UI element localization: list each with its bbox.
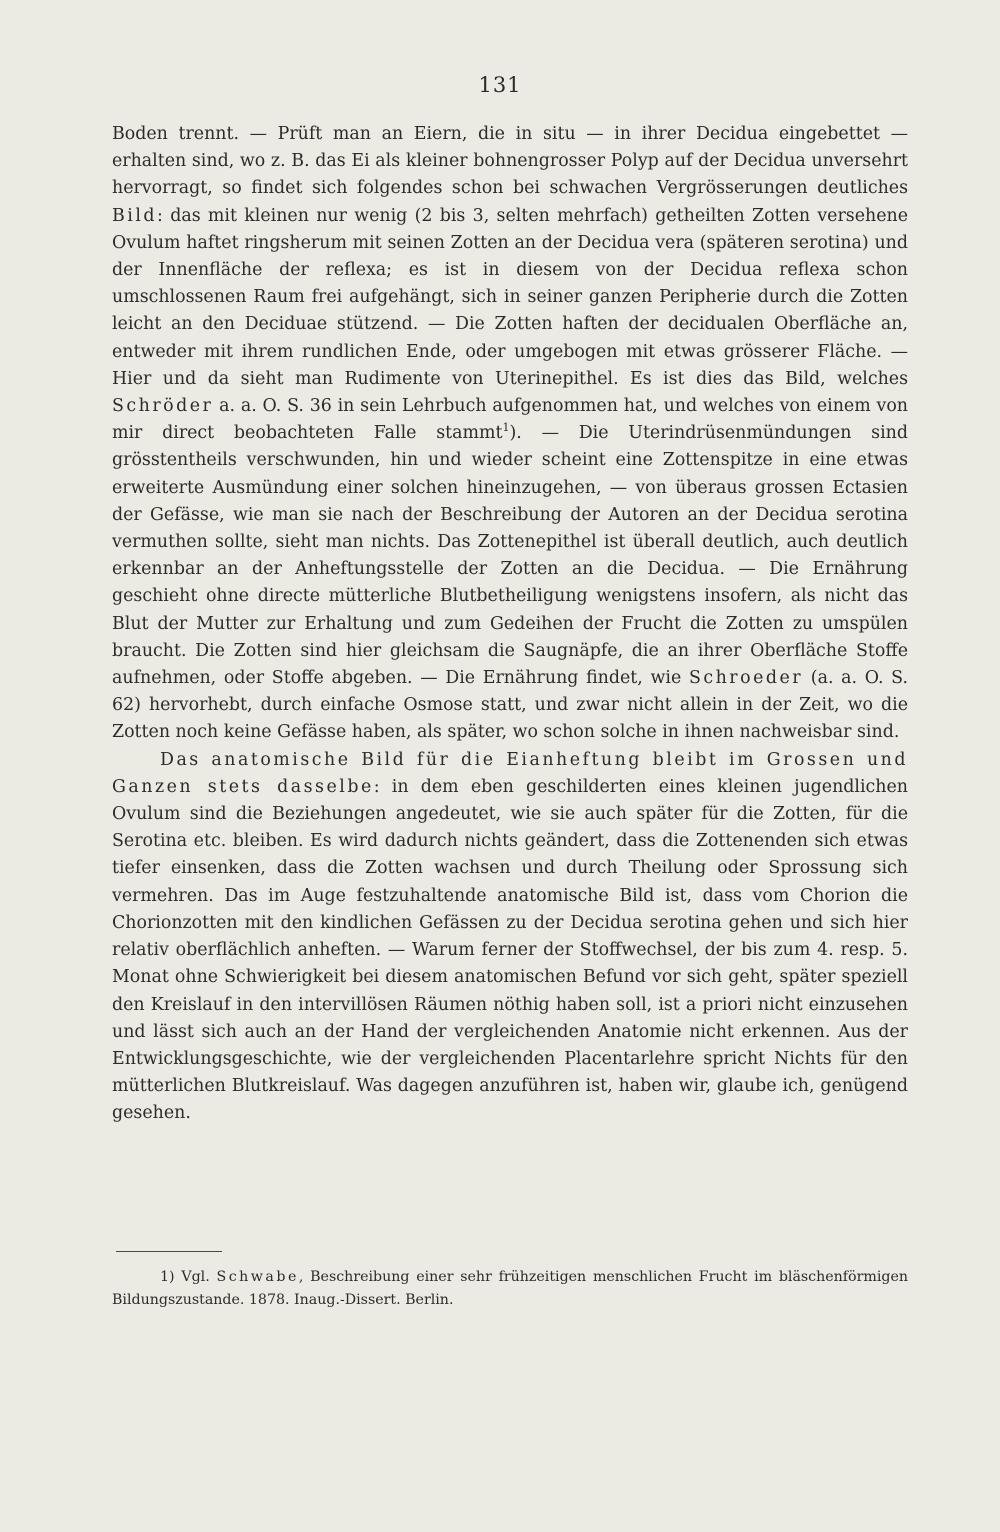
footnote-text: , Beschreibung einer sehr frühzeitigen menschlichen Frucht im bläschenförmigen Bildungszustande. 1878. Inaug.-Dissert. Berlin. bbox=[112, 1269, 908, 1308]
paragraph-1-spaced-bild: Bild bbox=[112, 205, 158, 226]
paragraph-1-text-a: Boden trennt. — Prüft man an Eiern, die in situ — in ihrer Decidua eingebettet — erhalten sind, wo z. B. das Ei als kleiner bohnengrosser Polyp auf der Decidua unversehrt hervorragt, so findet sich folgendes schon bei schwachen Vergrösserungen deutliches bbox=[112, 124, 908, 199]
footnote-divider bbox=[116, 1251, 222, 1252]
paragraph-2-text: : in dem eben geschilderten eines kleinen jugendlichen Ovulum sind die Beziehungen angedeutet, wie sie auch später für die Zotten, für die Serotina etc. bleiben. Es wird dadurch nichts geändert, dass die Zottenenden sich etwas tiefer einsenken, dass die Zotten wachsen und durch Theilung oder Sprossung sich vermehren. Das im Auge festzuhaltende anatomische Bild ist, dass vom Chorion die Chorionzotten mit den kindlichen Gefässen zu der Decidua serotina gehen und sich hier relativ oberflächlich anheften. — Warum ferner der Stoffwechsel, der bis zum 4. resp. 5. Monat ohne Schwierigkeit bei diesem anatomischen Befund vor sich geht, später speziell den Kreislauf in den intervillösen Räumen nöthig haben soll, ist a priori nicht einzusehen und lässt sich auch an der Hand der vergleichenden Anatomie nicht erkennen. Aus der Entwicklungsgeschichte, wie der vergleichenden Placentarlehre spricht Nichts für den mütterlichen Blutkreislauf. Was dagegen anzuführen ist, haben wir, glaube ich, genügend gesehen. bbox=[112, 776, 908, 1124]
footnote-author: Schwabe bbox=[216, 1269, 299, 1285]
paragraph-1-text-c: a. a. O. S. 36 in sein Lehrbuch aufgenommen hat, und welches von einem von mir direct beobachteten Falle stammt bbox=[112, 396, 908, 444]
paragraph-1-text-d: ). — Die Uterindrüsenmündungen sind grösstentheils verschwunden, hin und wieder scheint eine Zottenspitze in eine etwas erweiterte Ausmündung einer solchen hineinzugehen, — von überaus grossen Ectasien der Gefässe, wie man sie nach der Beschreibung der Autoren an der Decidua serotina vermuthen sollte, sieht man nichts. Das Zottenepithel ist überall deutlich, auch deutlich erkennbar an der Anheftungsstelle der Zotten an die Decidua. — Die Ernährung geschieht ohne directe mütterliche Blutbetheiligung wenigstens insofern, als nicht das Blut der Mutter zur Erhaltung und zum Gedeihen der Frucht die Zotten zu umspülen braucht. Die Zotten sind hier gleichsam die Saugnäpfe, die an ihrer Oberfläche Stoffe aufnehmen, oder Stoffe abgeben. — Die Ernährung findet, wie bbox=[112, 423, 908, 689]
paragraph-1 bbox=[112, 121, 908, 747]
footnote-reference[interactable]: 1 bbox=[502, 421, 510, 435]
paragraph-1-spaced-schroeder-2: Schroeder bbox=[688, 668, 804, 689]
footnote bbox=[112, 1266, 908, 1312]
page-number: 131 bbox=[478, 73, 522, 97]
paragraph-1-text-e: (a. a. O. S. 62) hervorhebt, durch einfache Osmose statt, und zwar nicht allein in der Zeit, wo die Zotten noch keine Gefässe haben, als später, wo schon solche in ihnen nachweisbar sind. bbox=[112, 668, 908, 743]
body-text bbox=[112, 121, 908, 1128]
paragraph-2-spaced-lead: Das anatomische Bild für die Eianheftung bleibt im Grossen und Ganzen stets dasselbe bbox=[112, 749, 908, 797]
footnote-marker: 1) Vgl. bbox=[160, 1269, 217, 1285]
paragraph-1-spaced-schroeder: Schröder bbox=[112, 396, 214, 417]
paragraph-2 bbox=[112, 747, 908, 1128]
paragraph-1-text-b: : das mit kleinen nur wenig (2 bis 3, selten mehrfach) getheilten Zotten versehene Ovulum haftet ringsherum mit seinen Zotten an der Decidua vera (späteren serotina) und der Innenfläche der reflexa; es ist in diesem von der Decidua reflexa schon umschlossenen Raum frei aufgehängt, sich in seiner ganzen Peripherie durch die Zotten leicht an den Deciduae stützend. — Die Zotten haften der decidualen Oberfläche an, entweder mit ihrem rundlichen Ende, oder umgebogen mit etwas grösserer Fläche. — Hier und da sieht man Rudimente von Uterinepithel. Es ist dies das Bild, welches bbox=[112, 205, 908, 389]
